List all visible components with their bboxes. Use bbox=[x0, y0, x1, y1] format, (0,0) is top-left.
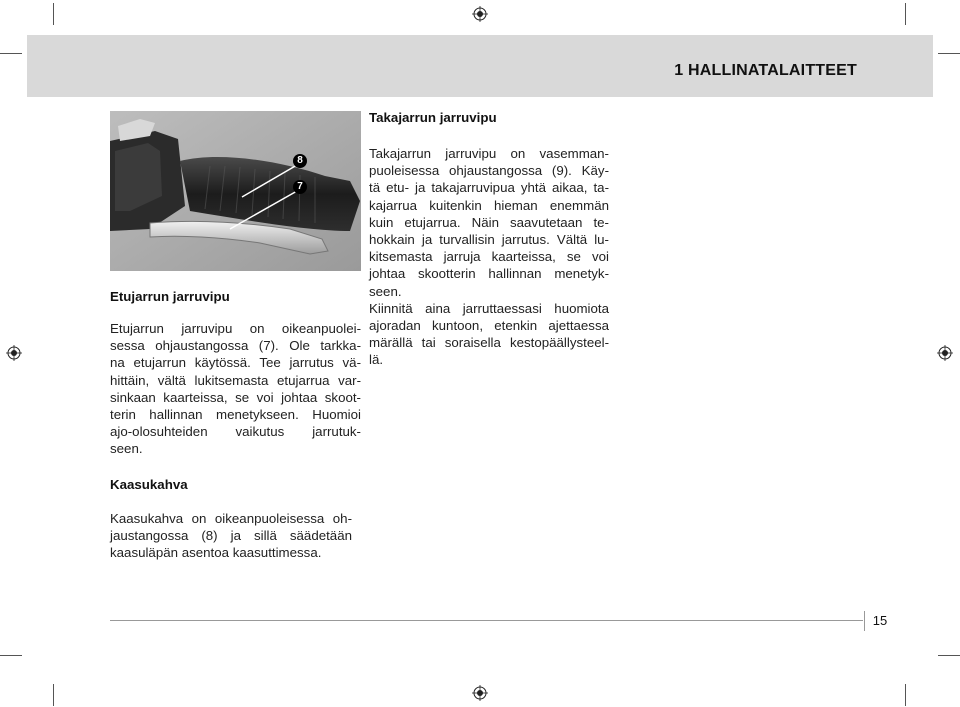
registration-mark-icon bbox=[6, 345, 22, 361]
handlebar-photo bbox=[110, 111, 361, 271]
crop-mark bbox=[0, 655, 22, 656]
text-line: ajoradan kuntoon, etenkin ajettaessa bbox=[369, 318, 609, 334]
handlebar-illustration bbox=[110, 111, 361, 271]
crop-mark bbox=[905, 3, 906, 25]
text-line: puoleisessa ohjaustangossa (9). Käy- bbox=[369, 163, 609, 179]
text-line: sinkaan kaarteissa, se voi johtaa skoot- bbox=[110, 389, 361, 405]
text-line: hokkain ja turvallisin jarrutus. Vältä lu- bbox=[369, 232, 609, 248]
chapter-title: 1 HALLINATALAITTEET bbox=[674, 62, 857, 79]
text-line: Kiinnitä aina jarruttaessasi huomiota bbox=[369, 300, 609, 316]
front-brake-paragraph bbox=[110, 320, 361, 458]
text-line: ajo-olosuhteiden vaikutus jarrutuk- bbox=[110, 424, 361, 440]
section-heading-front-brake: Etujarrun jarruvipu bbox=[110, 289, 230, 304]
crop-mark bbox=[938, 53, 960, 54]
callout-7: 7 bbox=[297, 181, 303, 192]
text-line: Kaasukahva on oikeanpuoleisessa oh- bbox=[110, 511, 352, 526]
text-line: kuin etujarrua. Näin saavutetaan te- bbox=[369, 214, 609, 230]
throttle-paragraph bbox=[110, 510, 352, 562]
rear-brake-paragraph bbox=[369, 145, 609, 369]
section-heading-rear-brake: Takajarrun jarruvipu bbox=[369, 110, 497, 125]
text-line: tä etu- ja takajarruvipua yhtä aikaa, ta- bbox=[369, 180, 609, 196]
text-line: seen. bbox=[110, 441, 143, 457]
text-line: terin hallinnan menetykseen. Huomioi bbox=[110, 407, 361, 423]
text-line: kajarrua kuitenkin hieman enemmän bbox=[369, 197, 609, 213]
crop-mark bbox=[0, 53, 22, 54]
text-line: kitsemasta jarruja kaarteissa, se voi bbox=[369, 249, 609, 265]
section-heading-throttle: Kaasukahva bbox=[110, 477, 188, 492]
text-line: sessa ohjaustangossa (7). Ole tarkka- bbox=[110, 338, 361, 354]
text-line: seen. bbox=[369, 283, 402, 299]
registration-mark-icon bbox=[472, 6, 488, 22]
text-line: johtaa skootterin hallinnan menetyk- bbox=[369, 266, 609, 282]
text-line: jaustangossa (8) ja sillä säädetään bbox=[110, 528, 352, 544]
crop-mark bbox=[53, 3, 54, 25]
text-line: lä. bbox=[369, 352, 384, 368]
text-line: Etujarrun jarruvipu on oikeanpuolei- bbox=[110, 321, 361, 336]
registration-mark-icon bbox=[937, 345, 953, 361]
crop-mark bbox=[938, 655, 960, 656]
text-line: Takajarrun jarruvipu on vasemman- bbox=[369, 146, 609, 161]
crop-mark bbox=[53, 684, 54, 706]
page-number: 15 bbox=[864, 611, 895, 631]
text-line: märällä tai soraisella kestopäällysteel- bbox=[369, 335, 609, 351]
text-line: hittäin, vältä lukitsemasta etujarrua var- bbox=[110, 372, 361, 388]
crop-mark bbox=[905, 684, 906, 706]
text-line: kaasuläpän asentoa kaasuttimessa. bbox=[110, 545, 322, 561]
callout-8: 8 bbox=[297, 155, 303, 166]
footer-rule bbox=[110, 620, 863, 621]
text-line: na etujarrun käytössä. Tee jarrutus vä- bbox=[110, 355, 361, 371]
registration-mark-icon bbox=[472, 685, 488, 701]
